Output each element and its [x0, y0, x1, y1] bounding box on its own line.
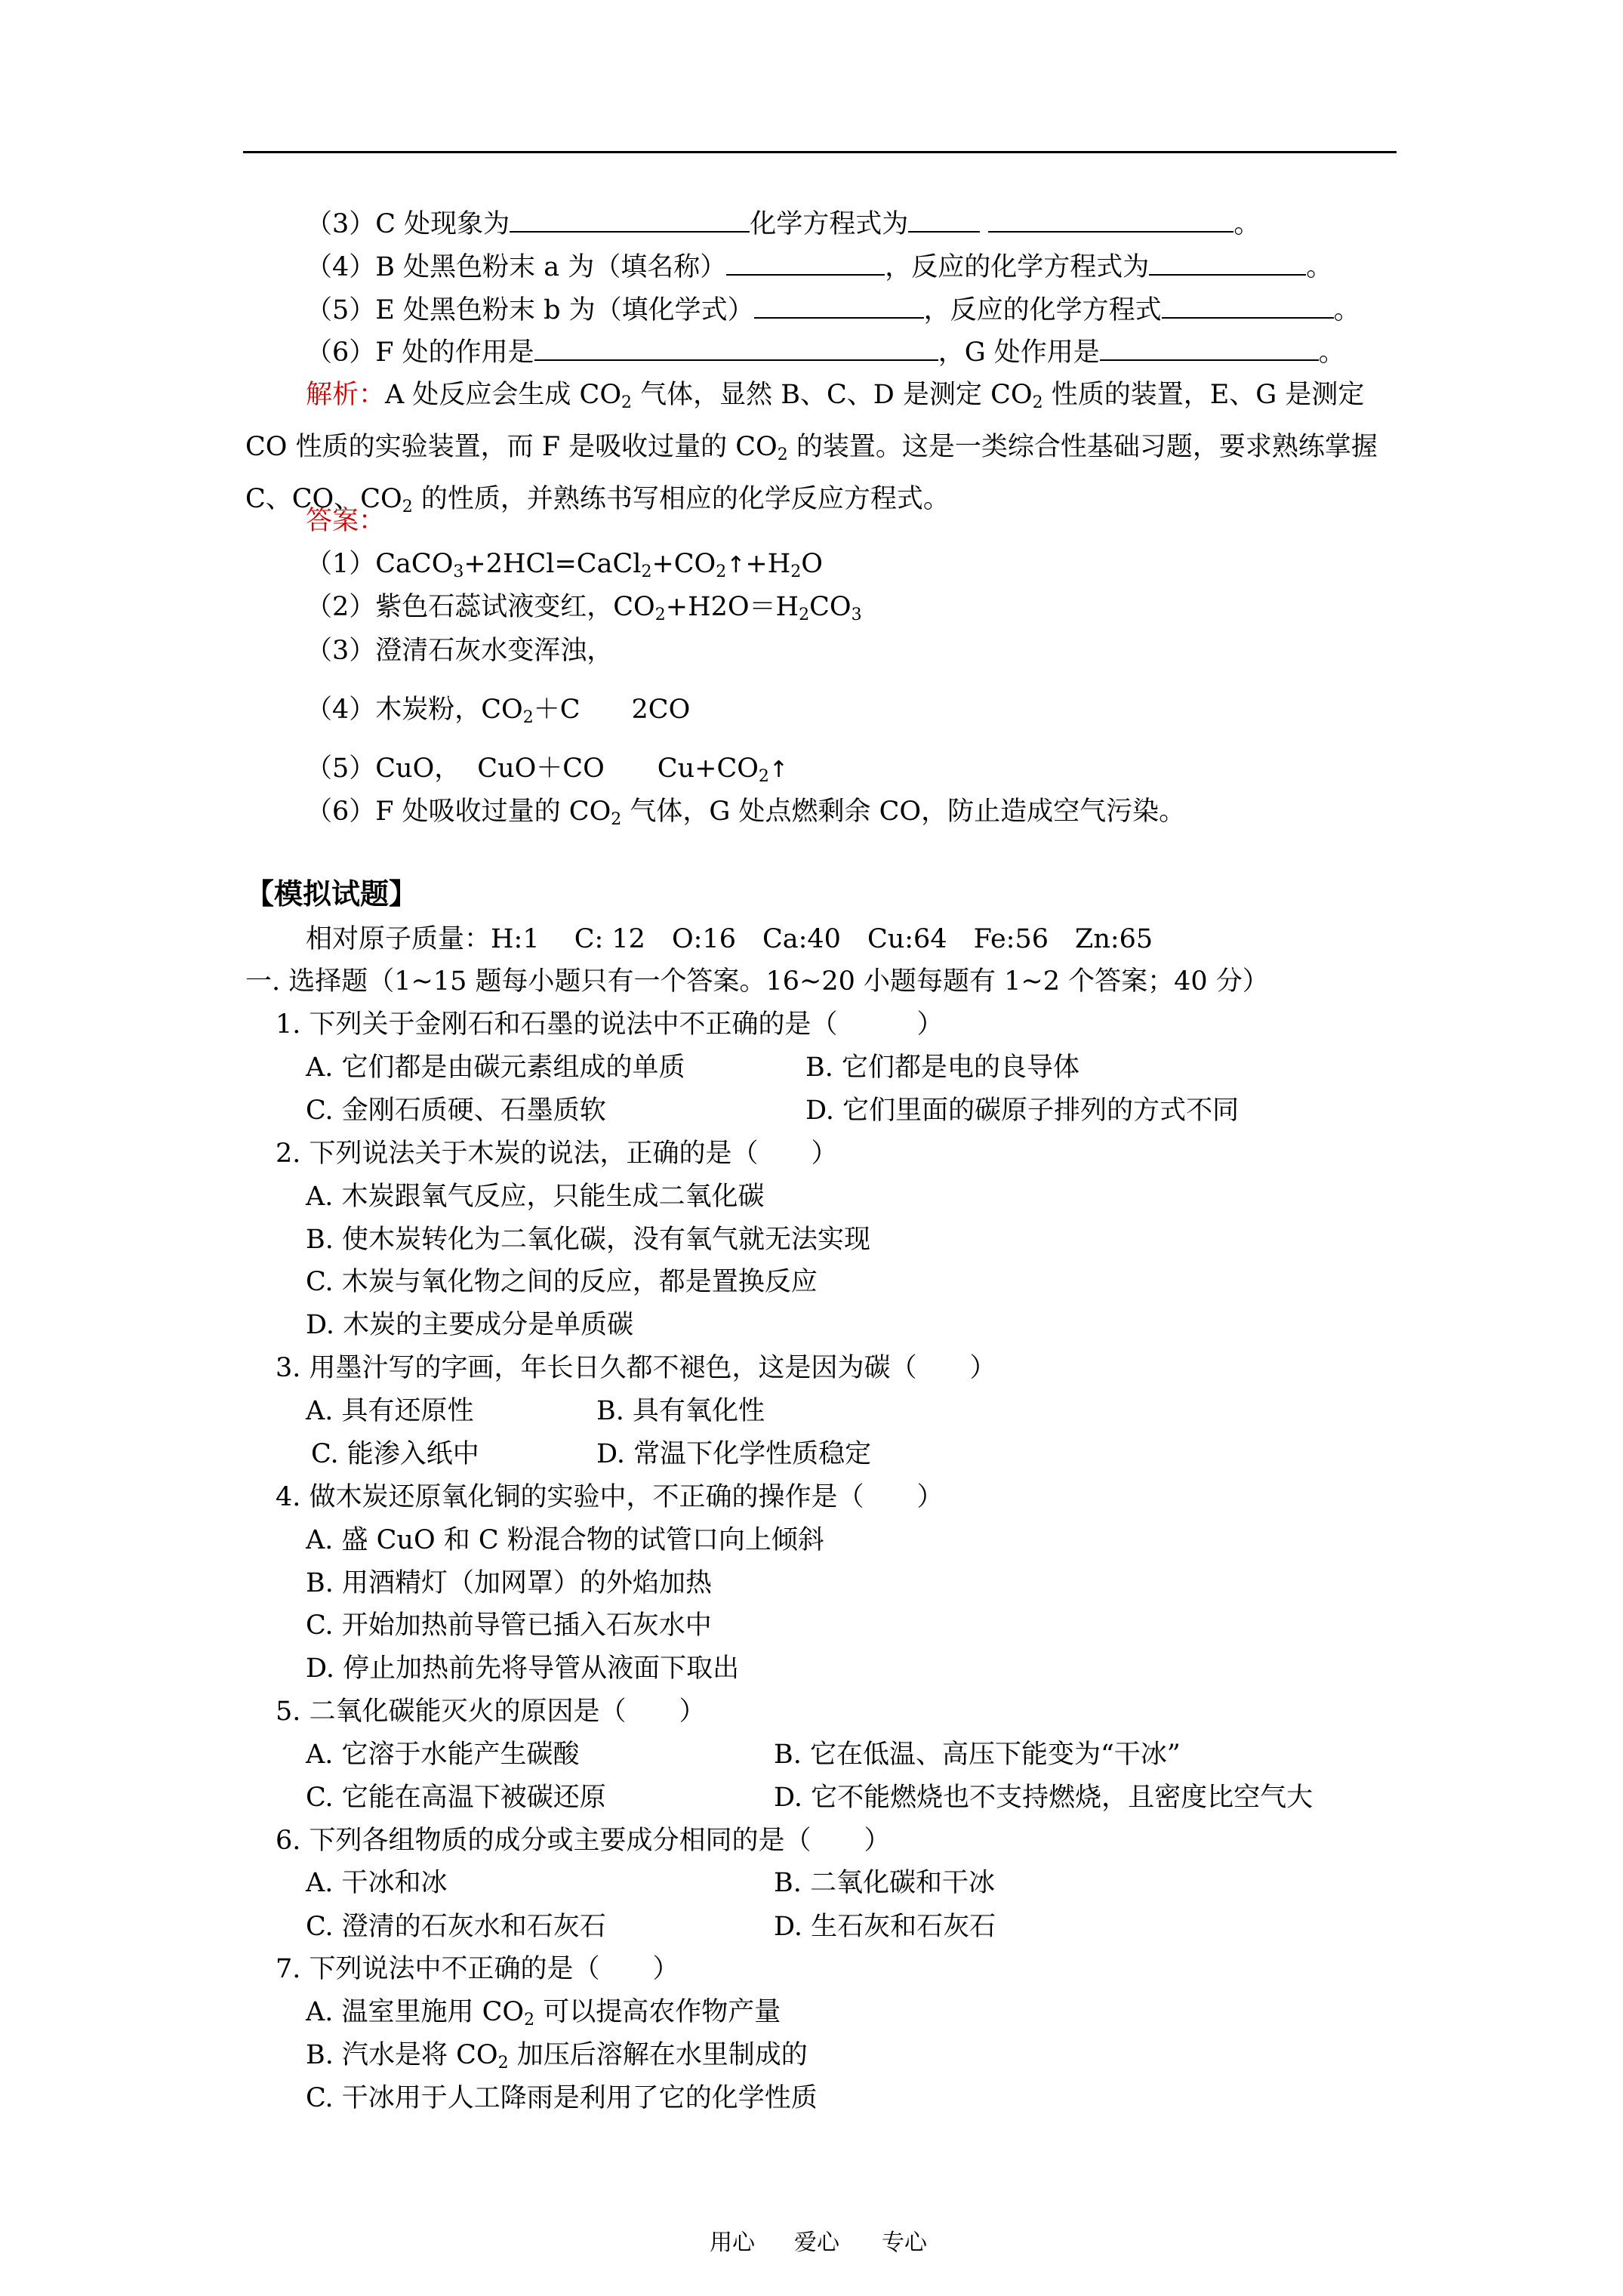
gas-arrow-icon: ↑ [726, 552, 746, 578]
answer-4-text: ＋C [533, 695, 581, 725]
q3-text: （3）C 处现象为 [306, 209, 510, 239]
analysis-label: 解析： [306, 380, 386, 410]
section-title: 【模拟试题】 [245, 877, 418, 911]
question-5-option-d[interactable]: D. 它不能燃烧也不支持燃烧，且密度比空气大 [774, 1783, 1313, 1813]
option-text: 可以提高农作物产量 [534, 1997, 781, 2027]
q3-text-2: 化学方程式为 [750, 209, 909, 239]
question-2-option-d[interactable]: D. 木炭的主要成分是单质碳 [306, 1310, 634, 1340]
answer-4-text: （4）木炭粉，CO [306, 695, 523, 725]
question-4-stem: 4. 做木炭还原氧化铜的实验中，不正确的操作是（ ） [276, 1482, 944, 1512]
q6-text-2: ，G 处作用是 [938, 337, 1100, 368]
q6-blank-1[interactable] [534, 335, 938, 361]
question-7-stem: 7. 下列说法中不正确的是（ ） [276, 1954, 679, 1984]
question-1-option-c[interactable]: C. 金刚石质硬、石墨质软 [306, 1096, 606, 1126]
question-3-line [306, 207, 1260, 241]
question-3-option-a[interactable]: A. 具有还原性 [306, 1396, 474, 1426]
answer-5-text: （5）CuO， [306, 754, 461, 784]
subscript: 3 [453, 562, 464, 581]
subscript: 2 [497, 2054, 509, 2073]
subscript: 2 [777, 445, 788, 464]
answer-3: （3）澄清石灰水变浑浊， [306, 636, 614, 666]
question-4-option-b[interactable]: B. 用酒精灯（加网罩）的外焰加热 [306, 1568, 712, 1598]
q3-blank-2[interactable] [908, 207, 980, 233]
answer-2 [306, 590, 862, 632]
answer-1-text: +H [745, 549, 791, 579]
question-5-line [306, 293, 1360, 327]
answer-1-text: +2HCl=CaCl [463, 549, 642, 579]
q3-blank-3[interactable] [988, 207, 1233, 233]
answer-1-text: O [801, 549, 823, 579]
answer-1 [306, 547, 823, 589]
analysis-text-1: A 处反应会生成 CO [385, 380, 622, 410]
answer-2-text: +H2O＝H [665, 592, 799, 622]
part-1-title: 一. 选择题（1~15 题每小题只有一个答案。16~20 小题每题有 1~2 个答案；40 分） [245, 966, 1269, 997]
question-3-option-b[interactable]: B. 具有氧化性 [596, 1396, 765, 1426]
analysis-text-3: 性质的装置，E、G 是测定 CO 性质的实验装置，而 F 是吸收过量的 CO [245, 380, 1365, 462]
footer-text-1: 用心 [710, 2230, 755, 2256]
answer-4-text: 2CO [631, 695, 691, 725]
subscript: 3 [851, 606, 862, 624]
answer-6-text: （6）F 处吸收过量的 CO [306, 797, 611, 827]
subscript: 2 [641, 562, 652, 581]
answer-label: 答案： [306, 506, 386, 536]
option-text: B. 汽水是将 CO [306, 2040, 498, 2070]
subscript: 2 [1032, 393, 1043, 412]
q5-end: 。 [1333, 295, 1360, 325]
question-6-option-b[interactable]: B. 二氧化碳和干冰 [774, 1868, 995, 1898]
question-1-option-d[interactable]: D. 它们里面的碳原子排列的方式不同 [805, 1096, 1240, 1126]
analysis-paragraph [245, 373, 1400, 529]
q6-blank-2[interactable] [1100, 335, 1319, 361]
footer-text-2: 爱心 [794, 2230, 839, 2256]
question-6-option-a[interactable]: A. 干冰和冰 [306, 1868, 448, 1898]
analysis-text-2: 气体，显然 B、C、D 是测定 CO [632, 380, 1033, 410]
option-text: 加压后溶解在水里制成的 [508, 2040, 808, 2070]
answer-6-text: 气体，G 处点燃剩余 CO，防止造成空气污染。 [621, 797, 1186, 827]
subscript: 2 [621, 393, 633, 412]
answer-2-text: CO [809, 592, 852, 622]
question-6-option-c[interactable]: C. 澄清的石灰水和石灰石 [306, 1912, 606, 1942]
subscript: 2 [799, 606, 810, 624]
answer-2-text: （2）紫色石蕊试液变红，CO [306, 592, 655, 622]
question-5-option-a[interactable]: A. 它溶于水能产生碳酸 [306, 1740, 580, 1770]
question-5-option-c[interactable]: C. 它能在高温下被碳还原 [306, 1783, 606, 1813]
subscript: 2 [654, 606, 666, 624]
question-6-stem: 6. 下列各组物质的成分或主要成分相同的是（ ） [276, 1826, 891, 1856]
question-4-option-d[interactable]: D. 停止加热前先将导管从液面下取出 [306, 1653, 740, 1684]
answer-6 [306, 795, 1185, 837]
question-2-option-b[interactable]: B. 使木炭转化为二氧化碳，没有氧气就无法实现 [306, 1225, 870, 1255]
question-7-option-a[interactable] [306, 1996, 781, 2037]
subscript: 2 [402, 498, 413, 516]
q3-blank-1[interactable] [510, 207, 750, 233]
answer-5 [306, 752, 788, 794]
question-7-option-c[interactable]: C. 干冰用于人工降雨是利用了它的化学性质 [306, 2083, 818, 2113]
analysis-text-4: 的装置。这是一类综合性基础习题，要求熟练掌握 C、CO、CO [245, 432, 1378, 514]
question-2-option-c[interactable]: C. 木炭与氧化物之间的反应，都是置换反应 [306, 1267, 818, 1297]
q4-text-2: ，反应的化学方程式为 [885, 252, 1150, 282]
answer-1-text: +CO [651, 549, 716, 579]
subscript: 2 [790, 562, 802, 581]
question-2-stem: 2. 下列说法关于木炭的说法，正确的是（ ） [276, 1139, 838, 1169]
question-3-option-c[interactable]: C. 能渗入纸中 [311, 1439, 479, 1469]
option-text: A. 温室里施用 CO [306, 1997, 525, 2027]
header-rule [243, 151, 1397, 153]
q6-end: 。 [1318, 337, 1345, 368]
q6-text: （6）F 处的作用是 [306, 337, 534, 368]
gas-arrow-icon: ↑ [768, 757, 789, 783]
q5-blank-1[interactable] [754, 293, 924, 319]
subscript: 2 [758, 767, 769, 786]
q5-blank-2[interactable] [1162, 293, 1334, 319]
question-4-option-a[interactable]: A. 盛 CuO 和 C 粉混合物的试管口向上倾斜 [306, 1525, 824, 1555]
question-3-stem: 3. 用墨汁写的字画，年长日久都不褪色，这是因为碳（ ） [276, 1353, 996, 1383]
question-3-option-d[interactable]: D. 常温下化学性质稳定 [596, 1439, 872, 1469]
question-7-option-b[interactable] [306, 2039, 808, 2080]
q3-end: 。 [1233, 209, 1261, 239]
question-1-option-a[interactable]: A. 它们都是由碳元素组成的单质 [306, 1052, 685, 1083]
subscript: 2 [524, 2011, 535, 2029]
q4-blank-1[interactable] [726, 250, 885, 276]
answer-5-text: CuO＋CO [477, 754, 605, 784]
question-5-option-b[interactable]: B. 它在低温、高压下能变为“干冰” [774, 1740, 1181, 1770]
subscript: 2 [522, 708, 534, 727]
q4-blank-2[interactable] [1149, 250, 1306, 276]
footer-text-3: 专心 [882, 2230, 927, 2256]
answer-1-text: （1）CaCO [306, 549, 454, 579]
question-4-option-c[interactable]: C. 开始加热前导管已插入石灰水中 [306, 1610, 712, 1641]
question-6-line [306, 335, 1345, 369]
question-2-option-a[interactable]: A. 木炭跟氧气反应，只能生成二氧化碳 [306, 1182, 765, 1212]
question-1-option-b[interactable]: B. 它们都是电的良导体 [805, 1052, 1079, 1083]
question-5-stem: 5. 二氧化碳能灭火的原因是（ ） [276, 1697, 706, 1727]
question-1-stem: 1. 下列关于金刚石和石墨的说法中不正确的是（ ） [276, 1009, 944, 1040]
atomic-mass-line: 相对原子质量：H:1 C: 12 O:16 Ca:40 Cu:64 Fe:56 Zn:65 [306, 924, 1153, 954]
question-4-line [306, 250, 1332, 284]
q5-text-2: ，反应的化学方程式 [923, 295, 1162, 325]
answer-4 [306, 693, 690, 735]
subscript: 2 [716, 562, 727, 581]
subscript: 2 [611, 810, 622, 829]
analysis-text-5: 的性质，并熟练书写相应的化学反应方程式。 [412, 484, 950, 514]
q4-end: 。 [1306, 252, 1333, 282]
q5-text: （5）E 处黑色粉末 b 为（填化学式） [306, 295, 754, 325]
q4-text: （4）B 处黑色粉末 a 为（填名称） [306, 252, 727, 282]
answer-5-text: Cu+CO [657, 754, 759, 784]
question-6-option-d[interactable]: D. 生石灰和石灰石 [774, 1912, 996, 1942]
